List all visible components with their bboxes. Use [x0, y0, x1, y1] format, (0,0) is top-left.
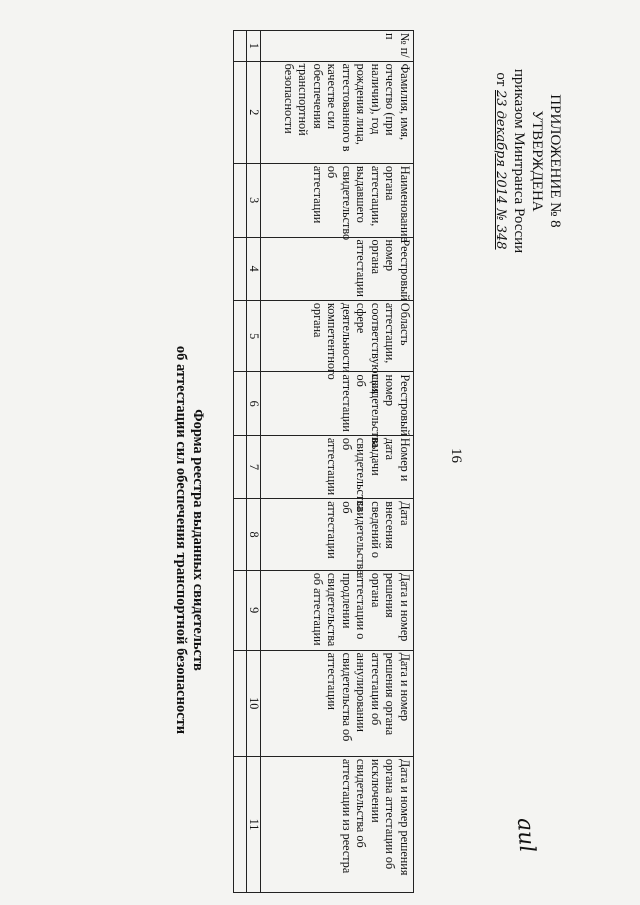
table-cell	[234, 163, 247, 237]
order-date-prefix: от	[493, 72, 509, 87]
approval-block	[491, 56, 564, 266]
order-date-line	[491, 56, 510, 266]
column-header: Фамилия, имя, отчество (при наличии), год рождения лица, аттестованного в качестве сил обеспечения транспортной безопасности	[261, 61, 414, 163]
column-header: № п/п	[261, 31, 414, 62]
column-header: Дата и номер решения органа аттестации об аннулировании свидетельства об аттестации	[261, 650, 414, 756]
column-header: Дата и номер решения органа аттестации об исключении свидетельства об аттестации из реестра	[261, 756, 414, 892]
table-cell	[234, 237, 247, 300]
header-row	[261, 31, 414, 893]
title-line-2: об аттестации сил обеспечения транспортной безопасности	[173, 345, 189, 735]
appendix-number: ПРИЛОЖЕНИЕ № 8	[547, 94, 563, 228]
column-number: 10	[247, 650, 261, 756]
column-number: 4	[247, 237, 261, 300]
column-header: Реестровый номер свидетельства об аттестации	[261, 372, 414, 435]
column-header: Реестровый номер органа аттестации	[261, 237, 414, 300]
column-number: 6	[247, 372, 261, 435]
order-date-handwritten: 23 декабря 2014 № 348	[493, 90, 508, 250]
approved-label: УТВЕРЖДЕНА	[529, 110, 545, 212]
column-header: Дата и номер решения органа аттестации о продлении свидетельства об аттестации	[261, 570, 414, 650]
column-number: 7	[247, 435, 261, 498]
column-number: 11	[247, 756, 261, 892]
empty-data-row	[234, 31, 247, 893]
column-number: 8	[247, 499, 261, 571]
column-header: Номер и дата выдачи свидетельства об аттестации	[261, 435, 414, 498]
order-authority: приказом Минтранса России	[511, 68, 527, 254]
page-number: 16	[448, 448, 464, 463]
document-title	[172, 200, 206, 880]
table-cell	[234, 61, 247, 163]
table-cell	[234, 756, 247, 892]
column-number: 3	[247, 163, 261, 237]
handwritten-signature: aul	[511, 817, 540, 854]
column-header: Наименование органа аттестации, выдавшего свидетельство об аттестации	[261, 163, 414, 237]
table-cell	[234, 372, 247, 435]
column-number: 2	[247, 61, 261, 163]
table-cell	[234, 499, 247, 571]
column-number-row	[247, 31, 261, 893]
title-line-1: Форма реестра выданных свидетельств	[190, 409, 206, 671]
column-number: 9	[247, 570, 261, 650]
table-cell	[234, 570, 247, 650]
table-cell	[234, 435, 247, 498]
column-number: 5	[247, 300, 261, 372]
table-cell	[234, 31, 247, 62]
column-number: 1	[247, 31, 261, 62]
column-header: Область аттестации, соответствующая сфере деятельности компетентного органа	[261, 300, 414, 372]
column-header: Дата внесения сведений о свидетельстве об аттестации	[261, 499, 414, 571]
table-cell	[234, 650, 247, 756]
registry-table	[233, 30, 414, 893]
table-cell	[234, 300, 247, 372]
